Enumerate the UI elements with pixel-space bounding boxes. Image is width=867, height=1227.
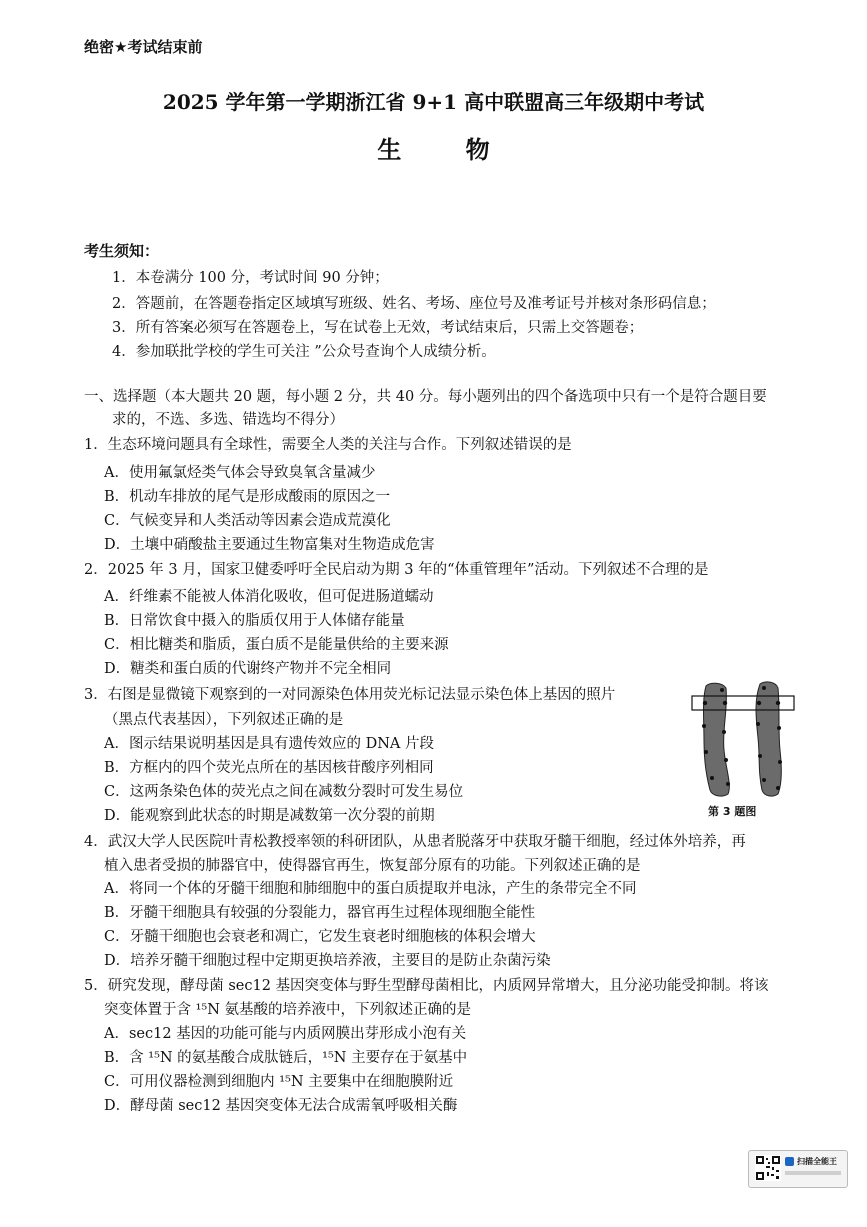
question-1-option-b: B．机动车排放的尾气是形成酸雨的原因之一 — [104, 489, 391, 505]
question-3-stem: 3．右图是显微镜下观察到的一对同源染色体用荧光标记法显示染色体上基因的照片 — [84, 687, 616, 703]
question-4-option-b: B．牙髓干细胞具有较强的分裂能力，器官再生过程体现细胞全能性 — [104, 905, 536, 921]
question-3-option-a: A．图示结果说明基因是具有遗传效应的 DNA 片段 — [104, 736, 434, 752]
notice-item-1: 1．本卷满分 100 分，考试时间 90 分钟； — [112, 270, 389, 286]
scanner-brand: 扫描全能王 — [797, 1157, 837, 1166]
section-heading: 一、选择题（本大题共 20 题，每小题 2 分，共 40 分。每小题列出的四个备选项中只有一个是符合题目要 — [84, 389, 767, 405]
question-5-option-c: C．可用仪器检测到细胞内 ¹⁵N 主要集中在细胞膜附近 — [104, 1074, 454, 1090]
exam-title: 2025 学年第一学期浙江省 9+1 高中联盟高三年级期中考试 — [162, 90, 705, 114]
question-1-option-d: D．土壤中硝酸盐主要通过生物富集对生物造成危害 — [104, 537, 435, 553]
scanner-watermark — [748, 1150, 848, 1188]
scanner-subtext — [785, 1171, 841, 1175]
figure-caption: 第 3 题图 — [708, 805, 757, 818]
question-4-stem: 4．武汉大学人民医院叶青松教授率领的科研团队，从患者脱落牙中获取牙髓干细胞，经过体外培养，再 — [84, 834, 746, 850]
question-5-option-d: D．酵母菌 sec12 基因突变体无法合成需氧呼吸相关酶 — [104, 1098, 458, 1114]
question-2-option-b: B．日常饮食中摄入的脂质仅用于人体储存能量 — [104, 613, 405, 629]
notice-title: 考生须知： — [84, 242, 160, 260]
chromosome-right — [756, 682, 781, 796]
question-5-stem-cont: 突变体置于含 ¹⁵N 氨基酸的培养液中，下列叙述正确的是 — [104, 1002, 472, 1018]
question-5-stem: 5．研究发现，酵母菌 sec12 基因突变体与野生型酵母菌相比，内质网异常增大，且分泌功能受抑制。将该 — [84, 978, 769, 994]
question-4-option-a: A．将同一个体的牙髓干细胞和肺细胞中的蛋白质提取并电泳，产生的条带完全不同 — [104, 881, 637, 897]
question-3-option-c: C．这两条染色体的荧光点之间在减数分裂时可发生易位 — [104, 784, 464, 800]
question-2-option-c: C．相比糖类和脂质，蛋白质不是能量供给的主要来源 — [104, 637, 449, 653]
question-5-option-b: B．含 ¹⁵N 的氨基酸合成肽链后，¹⁵N 主要存在于氨基中 — [104, 1050, 468, 1066]
section-heading-cont: 求的，不选、多选、错选均不得分） — [112, 412, 344, 428]
question-3-option-b: B．方框内的四个荧光点所在的基因核苷酸序列相同 — [104, 760, 434, 776]
question-2-option-a: A．纤维素不能被人体消化吸收，但可促进肠道蠕动 — [104, 589, 434, 605]
qr-code-icon — [755, 1155, 781, 1181]
question-5-option-a: A．sec12 基因的功能可能与内质网膜出芽形成小泡有关 — [104, 1026, 467, 1042]
chromosome-figure — [688, 680, 798, 800]
confidential-label: 绝密★考试结束前 — [84, 38, 203, 56]
notice-item-3: 3．所有答案必须写在答题卷上，写在试卷上无效，考试结束后，只需上交答题卷； — [112, 320, 644, 336]
question-1-option-a: A．使用氟氯烃类气体会导致臭氧含量减少 — [104, 465, 376, 481]
notice-item-4: 4．参加联批学校的学生可关注 ”公众号查询个人成绩分析。 — [112, 344, 496, 360]
subject-title: 生 物 — [377, 135, 518, 164]
question-3-option-d: D．能观察到此状态的时期是减数第一次分裂的前期 — [104, 808, 435, 824]
question-2-stem: 2．2025 年 3 月，国家卫健委呼吁全民启动为期 3 年的“体重管理年”活动。下列叙述不合理的是 — [84, 562, 709, 578]
scanner-logo-icon — [785, 1157, 794, 1166]
question-4-option-d: D．培养牙髓干细胞过程中定期更换培养液，主要目的是防止杂菌污染 — [104, 953, 551, 969]
question-3-stem-cont: （黑点代表基因），下列叙述正确的是 — [104, 712, 344, 728]
question-1-stem: 1．生态环境问题具有全球性，需要全人类的关注与合作。下列叙述错误的是 — [84, 437, 572, 453]
question-4-stem-cont: 植入患者受损的肺器官中，使得器官再生，恢复部分原有的功能。下列叙述正确的是 — [104, 858, 641, 874]
chromosome-left — [704, 683, 730, 796]
question-2-option-d: D．糖类和蛋白质的代谢终产物并不完全相同 — [104, 661, 392, 677]
question-1-option-c: C．气候变异和人类活动等因素会造成荒漠化 — [104, 513, 391, 529]
notice-item-2: 2．答题前，在答题卷指定区域填写班级、姓名、考场、座位号及准考证号并核对条形码信息； — [112, 296, 716, 312]
question-4-option-c: C．牙髓干细胞也会衰老和凋亡，它发生衰老时细胞核的体积会增大 — [104, 929, 536, 945]
